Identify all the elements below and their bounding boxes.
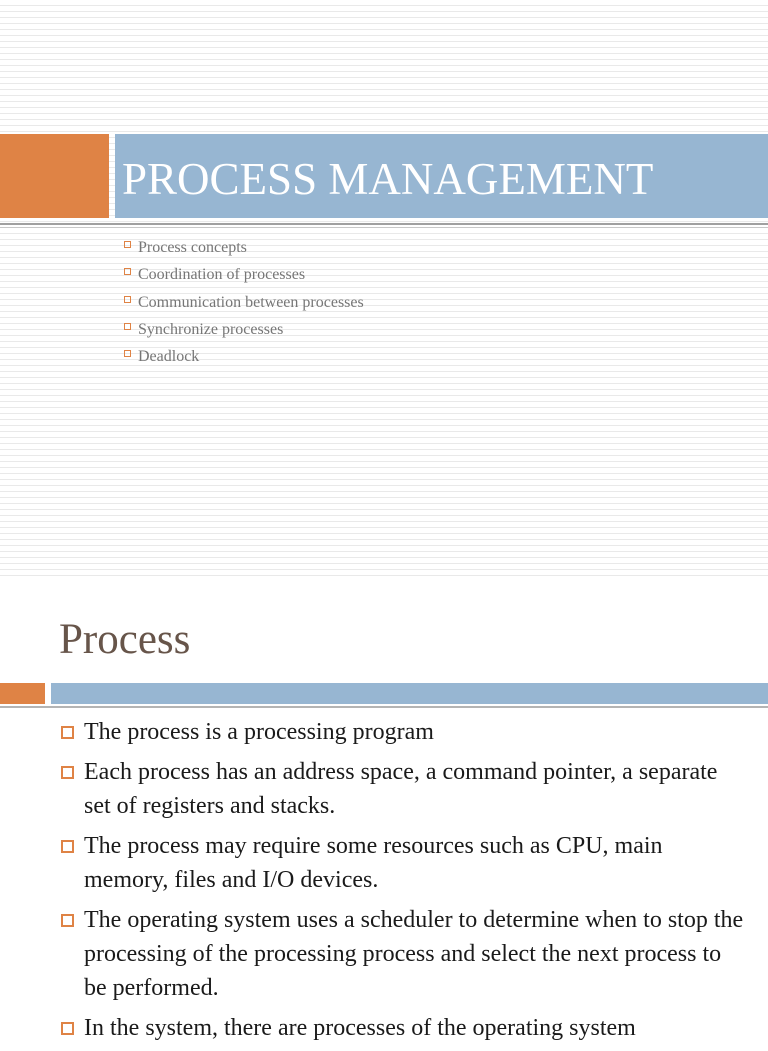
topic-list-item bbox=[122, 316, 364, 343]
bullet-text: The process is a processing program bbox=[84, 719, 434, 745]
bullet-item bbox=[84, 829, 744, 897]
bullet-item bbox=[84, 903, 744, 1005]
topic-list-item bbox=[122, 234, 364, 261]
content-bullet-list bbox=[84, 715, 744, 1051]
slide-process bbox=[0, 576, 768, 1041]
square-bullet-icon bbox=[61, 726, 74, 739]
square-bullet-icon bbox=[124, 268, 131, 275]
slide-title: PROCESS MANAGEMENT bbox=[122, 154, 654, 204]
topic-list bbox=[122, 234, 364, 370]
square-bullet-icon bbox=[124, 296, 131, 303]
square-bullet-icon bbox=[124, 241, 131, 248]
topic-list-item bbox=[122, 261, 364, 288]
square-bullet-icon bbox=[61, 914, 74, 927]
topic-list-item bbox=[122, 289, 364, 316]
topic-label: Synchronize processes bbox=[138, 320, 284, 338]
square-bullet-icon bbox=[61, 840, 74, 853]
bullet-item bbox=[84, 715, 744, 749]
square-bullet-icon bbox=[124, 350, 131, 357]
title-underline bbox=[0, 223, 768, 225]
slide-title: Process bbox=[59, 616, 191, 663]
topic-label: Coordination of processes bbox=[138, 266, 306, 284]
title-underline-secondary bbox=[0, 227, 768, 228]
title-underline bbox=[0, 706, 768, 708]
topic-label: Deadlock bbox=[138, 348, 200, 366]
title-accent-orange-block bbox=[0, 134, 109, 218]
bullet-text: The operating system uses a scheduler to determine when to stop the processing of the processing process and select the next process to be performed. bbox=[84, 907, 744, 1001]
square-bullet-icon bbox=[124, 323, 131, 330]
bullet-text: Each process has an address space, a command pointer, a separate set of registers and stacks. bbox=[84, 759, 718, 819]
topic-label: Process concepts bbox=[138, 239, 247, 256]
topic-list-item bbox=[122, 343, 364, 370]
title-accent-blue-bar bbox=[51, 683, 768, 704]
bullet-text: The process may require some resources such as CPU, main memory, files and I/O devices. bbox=[84, 833, 663, 893]
title-accent-orange-block bbox=[0, 683, 45, 704]
bullet-item bbox=[84, 1011, 744, 1045]
bullet-text: In the system, there are processes of the operating system bbox=[84, 1015, 636, 1041]
bullet-item bbox=[84, 755, 744, 823]
topic-label: Communication between processes bbox=[138, 293, 364, 311]
square-bullet-icon bbox=[61, 766, 74, 779]
